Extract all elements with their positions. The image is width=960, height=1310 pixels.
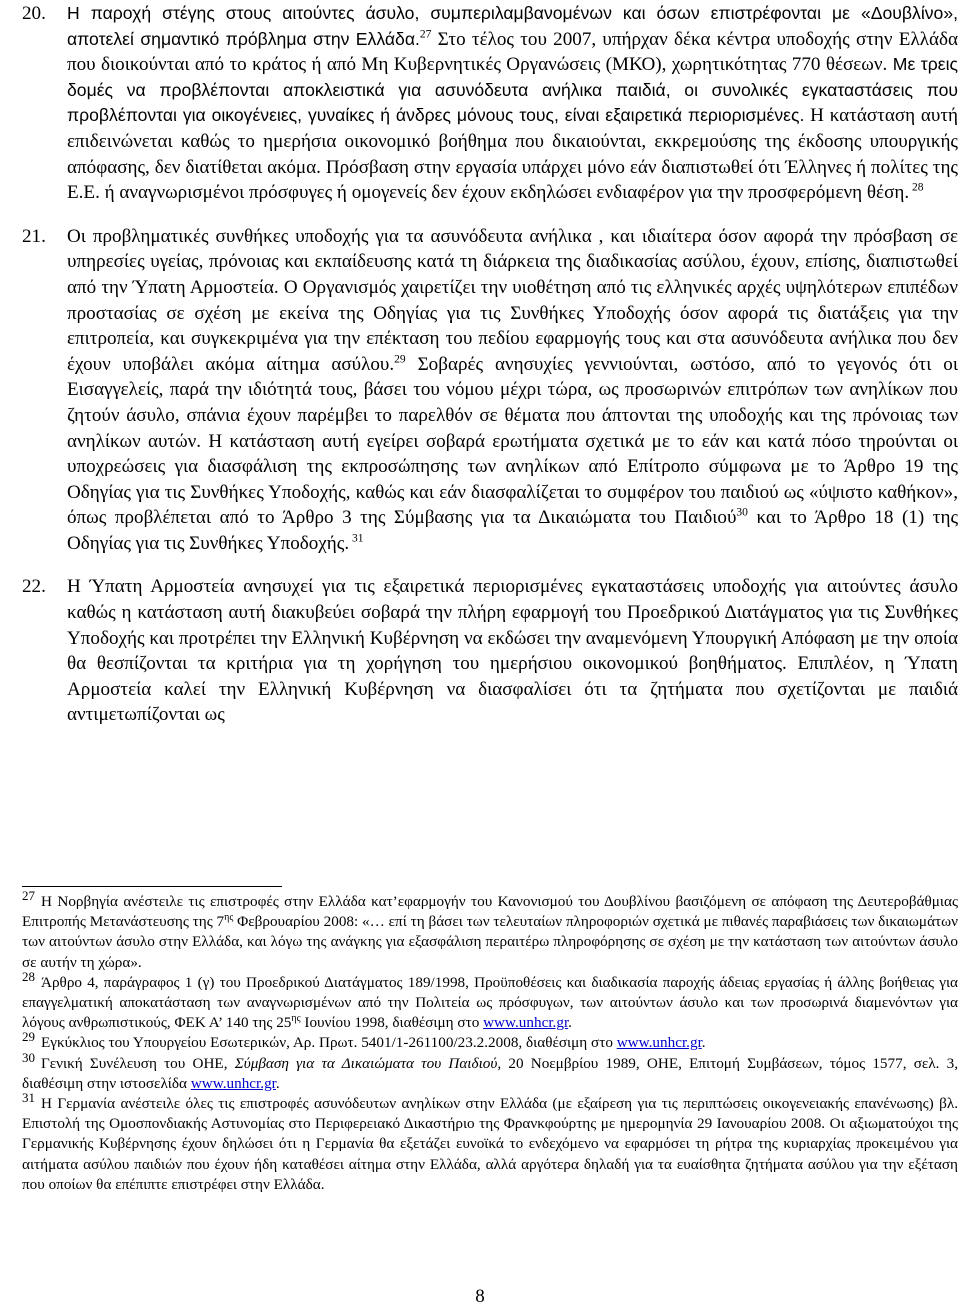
paragraph-22 — [22, 574, 958, 728]
footnote-text: Άρθρο 4, παράγραφος 1 (γ) του Προεδρικού Διατάγματος 189/1998, Προϋποθέσεις και διαδικασία παροχής άδειας εργασίας ή άλλης βοήθειας για επαγγελματική αποκατάσταση των αναγνωρισμένων από την Πολιτεία ως πρόσφυγων, των αιτούντων άσυλο και των προσωρινά διαμενόντων για λόγους ανθρωπιστικούς, ΦΕΚ Α’ 140 της 25 — [22, 973, 958, 1032]
footnote-text: . — [275, 1074, 280, 1092]
paragraph-text: Οι προβληματικές συνθήκες υποδοχής για τα ασυνόδευτα ανήλικα , και ιδιαίτερα όσον αφορά την πρόσβαση σε υπηρεσίες υγείας, πρόνοιας και εκπαίδευσης κατά τη διάρκεια της διαδικασίας ασύλου, έχουν, επίσης, διαπιστωθεί από την Ύπατη Αρμοστεία. Ο Οργανισμός χαιρετίζει την υιοθέτηση από τις ελληνικές αρχές υψηλότερων επιπέδων προστασίας σε σχέση με εκείνα της Οδηγίας για τις Συνθήκες Υποδοχής όσον αφορά τις διατάξεις για την επιτροπεία, και συγκεκριμένα για την επέκταση του πεδίου εφαρμογής τους και στα ασυνόδευτα ανήλικα που δεν έχουν υποβάλει ακόμα αίτημα ασύλου. — [67, 225, 958, 375]
page-number: 8 — [475, 1286, 485, 1307]
footnote-text: 20 Νοεμβρίου 1989, ΟΗΕ, Επιτομή Συμβάσεων, τόμος 1577, σελ. 3, διαθέσιμη στην ιστοσελίδα — [22, 1054, 958, 1092]
ordinal-suffix: ης — [224, 912, 234, 924]
footnote-31 — [22, 1089, 958, 1195]
unhcr-link[interactable]: www.unhcr.gr — [483, 1014, 569, 1032]
footnote-number: 31 — [22, 1089, 35, 1105]
footnote-number: 28 — [22, 968, 35, 984]
footnote-text: Ιουνίου 1998, διαθέσιμη στο — [300, 1014, 484, 1032]
footnote-ref[interactable]: 29 — [394, 353, 406, 366]
page-body — [22, 0, 958, 728]
unhcr-link[interactable]: www.unhcr.gr — [616, 1034, 702, 1052]
footnote-number: 27 — [22, 887, 35, 903]
footnote-30 — [22, 1049, 958, 1094]
paragraph-text: Η Ύπατη Αρμοστεία ανησυχεί για τις εξαιρετικά περιορισμένες εγκαταστάσεις υποδοχής για αιτούντες άσυλο καθώς η κατάσταση αυτή διακυβεύει σοβαρά την πλήρη εφαρμογή του Προεδρικού Διατάγματος για τις Συνθήκες Υποδοχής και προτρέπει την Ελληνική Κυβέρνηση να εκδώσει την αναμενόμενη Υπουργική Απόφαση με την οποία θα θεσπίζονται τα κριτήρια για τη χορήγηση του ημερήσιου οικονομικού βοηθήματος. Επιπλέον, η Ύπατη Αρμοστεία καλεί την Ελληνική Κυβέρνηση να διασφαλίσει ότι τα ζητήματα που σχετίζονται με παιδιά αντιμετωπίζονται ως — [67, 576, 958, 726]
footnote-ref[interactable]: 31 — [349, 532, 364, 545]
ordinal-suffix: ης — [291, 1013, 301, 1025]
footnote-27 — [22, 887, 958, 973]
paragraph-text: Με τρεις δομές να προβλέπονται αποκλειστικά για ασυνόδευτα ανήλικα παιδιά, οι συνολικές εγκαταστάσεις που προβλέπονται για οικογένειες, γυναίκες ή άνδρες μόνους τους, είναι εξαιρετικά περιορισμένες. — [67, 54, 958, 126]
footnote-number: 30 — [22, 1049, 35, 1065]
footnote-28 — [22, 968, 958, 1034]
paragraph-text: Η κατάσταση αυτή επιδεινώνεται καθώς το ημερήσια οικονομικό βοήθημα που δικαιούνται, εκκρεμούσης της έκδοσης υπουργικής απόφασης, δεν διατίθεται ακόμα. Πρόσβαση στην εργασία υπάρχει μόνο εάν διαπιστωθεί ότι Έλληνες ή πολίτες της Ε.Ε. ή αναγνωρισμένοι πρόσφυγες ή ομογενείς δεν έχουν εκδηλώσει ενδιαφέρον για την προσφερόμενη θέση. — [67, 105, 958, 204]
footnote-text: Η Νορβηγία ανέστειλε τις επιστροφές στην Ελλάδα κατ’εφαρμογήν του Κανονισμού του Δουβλίνου βασιζόμενη σε απόφαση της Δευτεροβάθμιας Επιτροπής Μετανάστευσης της 7 — [22, 893, 958, 931]
footnote-29 — [22, 1029, 958, 1053]
footnote-text: Εγκύκλιος του Υπουργείου Εσωτερικών, Αρ. Πρωτ. 5401/1-261100/23.2.2008, διαθέσιμη στο — [41, 1034, 617, 1052]
footnotes — [22, 887, 958, 1195]
footnote-ref[interactable]: 27 — [419, 28, 432, 41]
paragraph-text: Σοβαρές ανησυχίες γεννιούνται, ωστόσο, από το γεγονός ότι οι Εισαγγελείς, παρά την ιδιότητά τους, βάσει του νόμου μέχρι τώρα, ως προσωρινών επιτρόπων των ανηλίκων που ζητούν άσυλο, σπάνια έχουν παρέμβει το παρελθόν σε θέματα που άπτονται της υποδοχής και της πρόνοιας των ανηλίκων αυτών. Η κατάσταση αυτή εγείρει σοβαρά ερωτήματα σχετικά με το εάν και κατά πόσο τηρούνται οι υποχρεώσεις για διασφάλιση της εκπροσώπησης των ανηλίκων από Επίτροπο σύμφωνα με το Άρθρο 19 της Οδηγίας για τις Συνθήκες Υποδοχής, καθώς και εάν διασφαλίζεται το συμφέρον του παιδιού ως «ύψιστο καθήκον», όπως προβλέπεται από το Άρθρο 3 της Σύμβασης για τα Δικαιώματα του Παιδιού — [67, 353, 958, 529]
footnote-number: 29 — [22, 1029, 35, 1045]
paragraph-20 — [22, 1, 958, 206]
paragraph-text: Η παροχή στέγης στους αιτούντες άσυλο, συμπεριλαμβανομένων και όσων επιστρέφονται με «Δουβλίνο», αποτελεί σημαντικό πρόβλημα στην Ελλάδα. — [67, 3, 958, 49]
paragraph-number: 22. — [22, 576, 46, 598]
footnote-ref[interactable]: 30 — [736, 506, 748, 519]
footnote-text: . — [701, 1034, 706, 1052]
convention-title: Σύμβαση για τα Δικαιώματα του Παιδιού, — [234, 1054, 502, 1072]
unhcr-link[interactable]: www.unhcr.gr — [190, 1074, 276, 1092]
paragraph-number: 20. — [22, 3, 46, 24]
footnote-text: . — [568, 1014, 572, 1032]
footnote-text: Η Γερμανία ανέστειλε όλες τις επιστροφές ασυνόδευτων ανηλίκων στην Ελλάδα (με εξαίρεση για τις περιπτώσεις οικογενειακής επανένωσης) βλ. Επιστολή της Ομοσπονδιακής Αστυνομίας στο Περιφερειακό Δικαστήριο της Φρανκφούρτης με ημερομηνία 29 Ιανουαρίου 2008. Οι αξιωματούχοι της Γερμανικής Κυβέρνησης έχουν δηλώσει ότι η Γερμανία θα εξετάζει ευνοϊκά το ενδεχόμενο να εφαρμόσει τη ρήτρα της κυριαρχίας προκειμένου για αιτήματα ασύλου παιδιών που έχουν ήδη καταθέσει αίτημα στην Ελλάδα, αλλά αργότερα δηλαδή για τα ευαίσθητα ζητήματα ασύλου για την εξέταση που οποίων θα επέπιπτε επιστρέφει στην Ελλάδα. — [22, 1095, 958, 1193]
paragraph-text: και το Άρθρο 18 (1) της Οδηγίας για τις Συνθήκες Υποδοχής. — [67, 507, 959, 554]
paragraph-number: 21. — [22, 225, 46, 247]
footnote-ref[interactable]: 28 — [909, 181, 924, 194]
paragraph-text: Στο τέλος του 2007, υπήρχαν δέκα κέντρα υποδοχής στην Ελλάδα που διοικούνται από το κράτος ή από Μη Κυβερνητικές Οργανώσεις (ΜΚΟ), χωρητικότητας 770 θέσεων. — [67, 28, 958, 76]
footnote-text: Φεβρουαρίου 2008: «… επί τη βάσει των τελευταίων πληροφοριών σχετικά με πιθανές παραβιάσεις των δικαιωμάτων των αιτούντων άσυλο στην Ελλάδα, και λόγω της ανάγκης για εξασφάλιση περαιτέρω πληροφόρησης σε σχέση με την κατάσταση των αιτούντων άσυλο σε αυτήν τη χώρα». — [22, 913, 958, 971]
paragraph-21 — [22, 224, 958, 557]
footnote-separator — [22, 886, 282, 887]
footnote-text: Γενική Συνέλευση του ΟΗΕ, — [41, 1054, 235, 1072]
